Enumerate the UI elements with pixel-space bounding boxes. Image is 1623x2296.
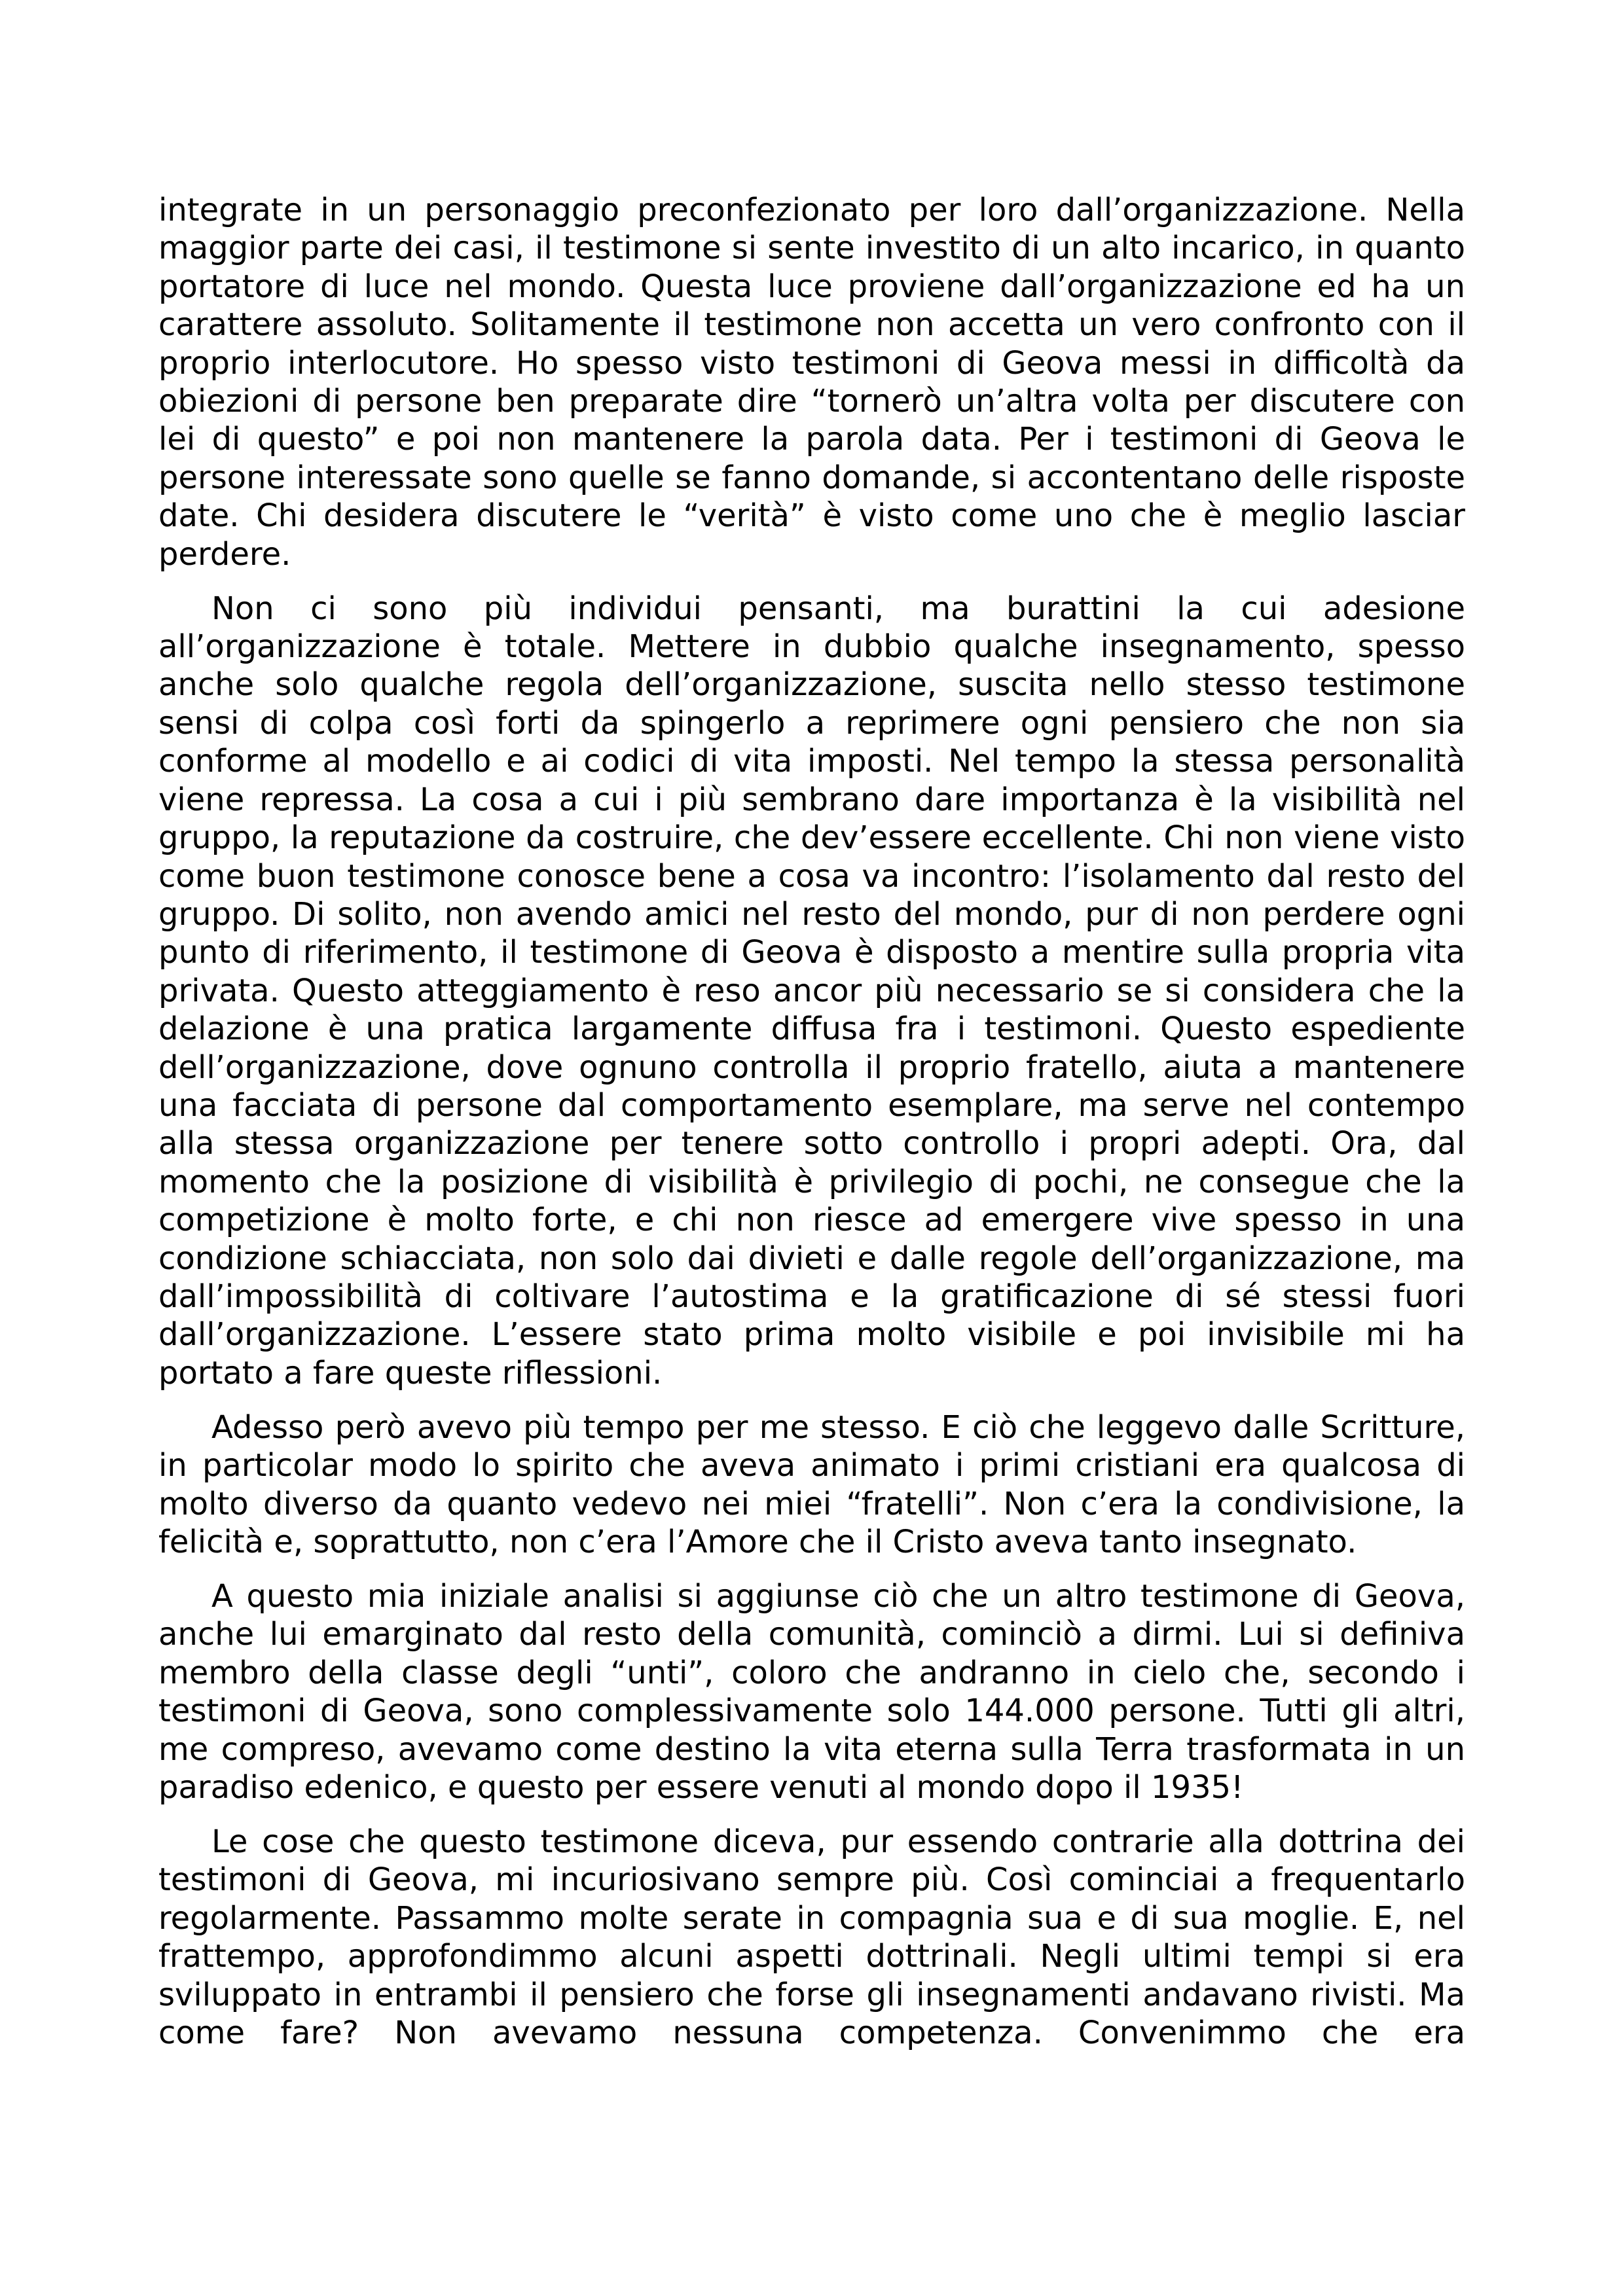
body-text: [158, 191, 1465, 2068]
paragraph: Le cose che questo testimone diceva, pur essendo contrarie alla dottrina dei testimoni di Geova, mi incuriosivano sempre più. Così cominciai a frequentarlo regolarmente. Passammo molte serate in compagnia sua e di sua moglie. E, nel frattempo, approfondimmo alcuni aspetti dottrinali. Negli ultimi tempi si era sviluppato in entrambi il pensiero che forse gli insegnamenti andavano rivisti. Ma come fare? Non avevamo nessuna competenza. Convenimmo che era: [158, 1823, 1465, 2052]
paragraph: integrate in un personaggio preconfezionato per loro dall’organizzazione. Nella maggior parte dei casi, il testimone si sente investito di un alto incarico, in quanto portatore di luce nel mondo. Questa luce proviene dall’organizzazione ed ha un carattere assoluto. Solitamente il testimone non accetta un vero confronto con il proprio interlocutore. Ho spesso visto testimoni di Geova messi in difficoltà da obiezioni di persone ben preparate dire “tornerò un’altra volta per discutere con lei di questo” e poi non mantenere la parola data. Per i testimoni di Geova le persone interessate sono quelle se fanno domande, si accontentano delle risposte date. Chi desidera discutere le “verità” è visto come uno che è meglio lasciar perdere.: [158, 192, 1465, 573]
paragraph: Non ci sono più individui pensanti, ma burattini la cui adesione all’organizzazione è totale. Mettere in dubbio qualche insegnamento, spesso anche solo qualche regola dell’organizzazione, suscita nello stesso testimone sensi di colpa così forti da spingerlo a reprimere ogni pensiero che non sia conforme al modello e ai codici di vita imposti. Nel tempo la stessa personalità viene repressa. La cosa a cui i più sembrano dare importanza è la visibilità nel gruppo, la reputazione da costruire, che dev’essere eccellente. Chi non viene visto come buon testimone conosce bene a cosa va incontro: l’isolamento dal resto del gruppo. Di solito, non avendo amici nel resto del mondo, pur di non perdere ogni punto di riferimento, il testimone di Geova è disposto a mentire sulla propria vita privata. Questo atteggiamento è reso ancor più necessario se si considera che la delazione è una pratica largamente diffusa fra i testimoni. Questo espediente dell’organizzazione, dove ognuno controlla il proprio fratello, aiuta a mantenere una facciata di persone dal comportamento esemplare, ma serve nel contempo alla stessa organizzazione per tenere sotto controllo i propri adepti. Ora, dal momento che la posizione di visibilità è privilegio di pochi, ne consegue che la competizione è molto forte, e chi non riesce ad emergere vive spesso in una condizione schiacciata, non solo dai divieti e dalle regole dell’organizzazione, ma dall’impossibilità di coltivare l’autostima e la gratificazione di sé stessi fuori dall’organizzazione. L’essere stato prima molto visibile e poi invisibile mi ha portato a fare queste riflessioni.: [158, 590, 1465, 1391]
paragraph: A questo mia iniziale analisi si aggiunse ciò che un altro testimone di Geova, anche lui emarginato dal resto della comunità, cominciò a dirmi. Lui si definiva membro della classe degli “unti”, coloro che andranno in cielo che, secondo i testimoni di Geova, sono complessivamente solo 144.000 persone. Tutti gli altri, me compreso, avevamo come destino la vita eterna sulla Terra trasformata in un paradiso edenico, e questo per essere venuti al mondo dopo il 1935!: [158, 1578, 1465, 1806]
paragraph: Adesso però avevo più tempo per me stesso. E ciò che leggevo dalle Scritture, in particolar modo lo spirito che aveva animato i primi cristiani era qualcosa di molto diverso da quanto vedevo nei miei “fratelli”. Non c’era la condivisione, la felicità e, soprattutto, non c’era l’Amore che il Cristo aveva tanto insegnato.: [158, 1408, 1465, 1560]
